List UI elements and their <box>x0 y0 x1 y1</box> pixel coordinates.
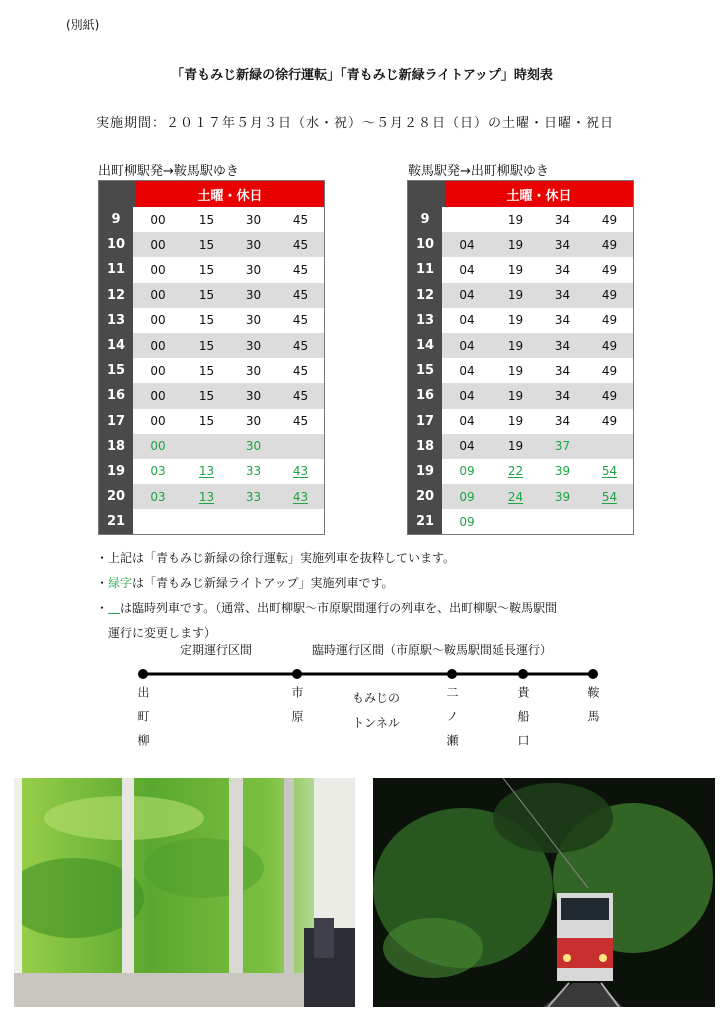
hour-label: 17 <box>408 409 442 434</box>
departure-minute: 00 <box>150 338 166 353</box>
station-dot-ichihara <box>292 669 302 679</box>
timetable-demachiyanagi-to-kurama <box>98 180 325 535</box>
timetable-heading-kurama-to-demachiyanagi: 鞍馬駅発→出町柳駅ゆき <box>408 164 549 179</box>
regular-section-label: 定期運行区間 <box>180 643 253 657</box>
table-row <box>408 283 633 308</box>
station-name-vertical: 鞍馬 <box>586 686 600 734</box>
departure-minute: 15 <box>198 288 215 303</box>
departure-minute: 04 <box>459 363 475 378</box>
departure-minute: 30 <box>245 212 262 227</box>
notes <box>96 546 557 646</box>
table-row <box>408 509 633 534</box>
illuminated-train-night-photo <box>373 778 715 1007</box>
table-row <box>99 232 324 257</box>
departure-minute: 33 <box>245 464 262 479</box>
departure-minute: 15 <box>198 313 215 328</box>
implementation-period: 実施期間：２０１７年５月３日（水・祝）～５月２８日（日）の土曜・日曜・祝日 <box>96 116 615 131</box>
departure-minute: 30 <box>245 237 262 252</box>
departure-minute: 49 <box>601 414 618 429</box>
departure-minute: 43 <box>292 464 309 479</box>
departure-minute: 49 <box>601 288 618 303</box>
station-name-vertical: 市原 <box>290 686 304 734</box>
departure-minute: 15 <box>198 212 215 227</box>
departure-minute <box>133 509 183 534</box>
table-row <box>408 207 633 232</box>
departure-minute: 33 <box>245 489 262 504</box>
station-name-vertical: 貴船口 <box>516 686 530 758</box>
timetable-header-row <box>99 181 324 207</box>
departure-minute: 04 <box>459 388 475 403</box>
departure-minute: 15 <box>198 363 215 378</box>
departure-minute: 34 <box>554 388 571 403</box>
table-row <box>99 509 324 534</box>
departure-minute: 04 <box>459 237 475 252</box>
hour-label: 15 <box>99 358 133 383</box>
departure-minute: 37 <box>554 439 571 454</box>
station-dot-demachiyanagi <box>138 669 148 679</box>
hour-label: 11 <box>408 257 442 282</box>
hour-label: 9 <box>408 207 442 232</box>
table-row <box>408 383 633 408</box>
note-green-rest: は「青もみじ新緑ライトアップ」実施列車です。 <box>132 576 394 590</box>
departure-minute: 49 <box>601 237 618 252</box>
table-row <box>99 409 324 434</box>
day-type-band: 土曜・休日 <box>136 181 324 207</box>
station-dot-kibuneguchi <box>518 669 528 679</box>
hour-column-corner <box>99 181 136 207</box>
table-row <box>99 283 324 308</box>
departure-minute: 49 <box>601 313 618 328</box>
timetable-heading-demachiyanagi-to-kurama: 出町柳駅発→鞍馬駅ゆき <box>98 164 239 179</box>
document-title: 「青もみじ新緑の徐行運転」「青もみじ新緑ライトアップ」時刻表 <box>171 68 553 83</box>
table-row <box>408 434 633 459</box>
departure-minute: 00 <box>150 363 166 378</box>
departure-minute: 15 <box>198 388 215 403</box>
departure-minute: 24 <box>507 489 524 504</box>
departure-minute: 34 <box>554 338 571 353</box>
table-row <box>408 232 633 257</box>
route-diagram <box>0 638 724 758</box>
departure-minute: 30 <box>245 313 262 328</box>
departure-minute: 34 <box>554 313 571 328</box>
hour-column-corner <box>408 181 445 207</box>
departure-minute: 45 <box>292 212 309 227</box>
departure-minute: 49 <box>601 363 618 378</box>
departure-minute: 00 <box>150 212 166 227</box>
departure-minute: 00 <box>150 237 166 252</box>
departure-minute: 13 <box>198 489 215 504</box>
tunnel-line-1: もみじの <box>351 691 401 705</box>
table-row <box>408 358 633 383</box>
departure-minute <box>442 207 492 232</box>
hour-label: 12 <box>99 283 133 308</box>
departure-minute: 34 <box>554 262 571 277</box>
departure-minute <box>492 509 539 534</box>
station-ninose <box>446 686 458 758</box>
departure-minute: 00 <box>150 288 166 303</box>
departure-minute: 30 <box>245 363 262 378</box>
table-row <box>99 358 324 383</box>
departure-minute: 04 <box>459 439 475 454</box>
departure-minute <box>230 509 277 534</box>
departure-minute: 49 <box>601 388 618 403</box>
hour-label: 18 <box>408 434 442 459</box>
departure-minute: 45 <box>292 414 309 429</box>
departure-minute: 45 <box>292 262 309 277</box>
departure-minute: 54 <box>601 489 618 504</box>
note-excerpt: ・上記は「青もみじ新緑の徐行運転」実施列車を抜粋しています。 <box>96 551 456 565</box>
extra-section-label: 臨時運行区間（市原駅～鞍馬駅間延長運行） <box>312 643 553 657</box>
hour-label: 13 <box>408 308 442 333</box>
departure-minute: 22 <box>507 464 524 479</box>
table-row <box>408 257 633 282</box>
departure-minute: 04 <box>459 313 475 328</box>
departure-minute: 30 <box>245 439 262 454</box>
departure-minute: 34 <box>554 212 571 227</box>
departure-minute: 19 <box>507 363 524 378</box>
hour-label: 10 <box>99 232 133 257</box>
day-type-band: 土曜・休日 <box>445 181 633 207</box>
departure-minute: 19 <box>507 414 524 429</box>
departure-minute <box>586 434 633 459</box>
station-kurama <box>587 686 599 734</box>
hour-label: 14 <box>408 333 442 358</box>
hour-label: 16 <box>99 383 133 408</box>
hour-label: 12 <box>408 283 442 308</box>
hour-label: 10 <box>408 232 442 257</box>
departure-minute: 39 <box>554 464 571 479</box>
departure-minute: 30 <box>245 338 262 353</box>
departure-minute: 43 <box>292 489 309 504</box>
departure-minute: 19 <box>507 237 524 252</box>
table-row <box>99 257 324 282</box>
departure-minute: 54 <box>601 464 618 479</box>
station-kibuneguchi <box>517 686 529 758</box>
departure-minute: 30 <box>245 388 262 403</box>
departure-minute <box>183 509 230 534</box>
departure-minute: 45 <box>292 338 309 353</box>
station-dot-kurama <box>588 669 598 679</box>
departure-minute: 03 <box>150 464 166 479</box>
departure-minute: 19 <box>507 288 524 303</box>
table-row <box>99 333 324 358</box>
table-row <box>99 484 324 509</box>
table-row <box>408 308 633 333</box>
departure-minute: 04 <box>459 414 475 429</box>
departure-minute: 19 <box>507 388 524 403</box>
departure-minute: 15 <box>198 414 215 429</box>
table-row <box>99 308 324 333</box>
hour-label: 18 <box>99 434 133 459</box>
station-dot-ninose <box>447 669 457 679</box>
departure-minute: 03 <box>150 489 166 504</box>
departure-minute: 49 <box>601 338 618 353</box>
hour-label: 20 <box>408 484 442 509</box>
tunnel-line-2: トンネル <box>352 716 400 730</box>
departure-minute: 19 <box>507 313 524 328</box>
timetable-kurama-to-demachiyanagi <box>407 180 634 535</box>
station-name-vertical: 二ノ瀬 <box>445 686 459 758</box>
underline-mark <box>108 601 120 615</box>
hour-label: 19 <box>99 459 133 484</box>
departure-minute: 34 <box>554 363 571 378</box>
momiji-tunnel-label <box>352 686 400 736</box>
train-window-greenery-photo <box>14 778 355 1007</box>
departure-minute: 15 <box>198 237 215 252</box>
departure-minute <box>586 509 633 534</box>
hour-label: 21 <box>408 509 442 534</box>
table-row <box>408 459 633 484</box>
note-extra-continuation: 運行に変更します） <box>108 626 217 640</box>
hour-label: 16 <box>408 383 442 408</box>
hour-label: 11 <box>99 257 133 282</box>
departure-minute: 15 <box>198 338 215 353</box>
timetable-header-row <box>408 181 633 207</box>
note-bullet: ・ <box>96 576 109 590</box>
departure-minute: 34 <box>554 414 571 429</box>
departure-minute: 04 <box>459 288 475 303</box>
departure-minute <box>539 509 586 534</box>
table-row <box>99 207 324 232</box>
hour-label: 21 <box>99 509 133 534</box>
departure-minute: 09 <box>459 489 475 504</box>
departure-minute: 00 <box>150 388 166 403</box>
departure-minute <box>277 434 324 459</box>
departure-minute: 39 <box>554 489 571 504</box>
hour-label: 14 <box>99 333 133 358</box>
departure-minute <box>277 509 324 534</box>
hour-label: 15 <box>408 358 442 383</box>
table-row <box>99 434 324 459</box>
table-row <box>408 333 633 358</box>
departure-minute: 19 <box>507 262 524 277</box>
departure-minute: 15 <box>198 262 215 277</box>
departure-minute: 34 <box>554 237 571 252</box>
table-row <box>408 409 633 434</box>
departure-minute: 49 <box>601 212 618 227</box>
departure-minute: 45 <box>292 288 309 303</box>
departure-minute: 30 <box>245 414 262 429</box>
note-extra-rest: は臨時列車です。（通常、出町柳駅～市原駅間運行の列車を、出町柳駅～鞍馬駅間 <box>120 601 558 615</box>
departure-minute: 19 <box>507 338 524 353</box>
departure-minute: 13 <box>198 464 215 479</box>
station-ichihara <box>291 686 303 734</box>
departure-minute: 19 <box>507 212 524 227</box>
departure-minute: 00 <box>150 414 166 429</box>
hour-label: 17 <box>99 409 133 434</box>
note-extra-train <box>96 596 557 621</box>
hour-label: 9 <box>99 207 133 232</box>
departure-minute: 45 <box>292 363 309 378</box>
departure-minute: 09 <box>459 464 475 479</box>
departure-minute: 34 <box>554 288 571 303</box>
table-row <box>408 484 633 509</box>
table-row <box>99 383 324 408</box>
departure-minute: 00 <box>150 262 166 277</box>
departure-minute <box>183 434 230 459</box>
departure-minute: 19 <box>507 439 524 454</box>
departure-minute: 00 <box>150 313 166 328</box>
hour-label: 13 <box>99 308 133 333</box>
departure-minute: 04 <box>459 262 475 277</box>
hour-label: 20 <box>99 484 133 509</box>
annex-label: (別紙) <box>66 18 100 32</box>
departure-minute: 09 <box>459 514 475 529</box>
station-name-vertical: 出町柳 <box>136 686 150 758</box>
note-green-word: 緑字 <box>108 576 133 590</box>
note-bullet: ・ <box>96 601 109 615</box>
departure-minute: 30 <box>245 262 262 277</box>
departure-minute: 45 <box>292 313 309 328</box>
departure-minute: 49 <box>601 262 618 277</box>
station-demachiyanagi <box>137 686 149 758</box>
departure-minute: 45 <box>292 237 309 252</box>
table-row <box>99 459 324 484</box>
departure-minute: 00 <box>150 439 166 454</box>
hour-label: 19 <box>408 459 442 484</box>
departure-minute: 04 <box>459 338 475 353</box>
note-green-text <box>96 571 557 596</box>
departure-minute: 30 <box>245 288 262 303</box>
departure-minute: 45 <box>292 388 309 403</box>
